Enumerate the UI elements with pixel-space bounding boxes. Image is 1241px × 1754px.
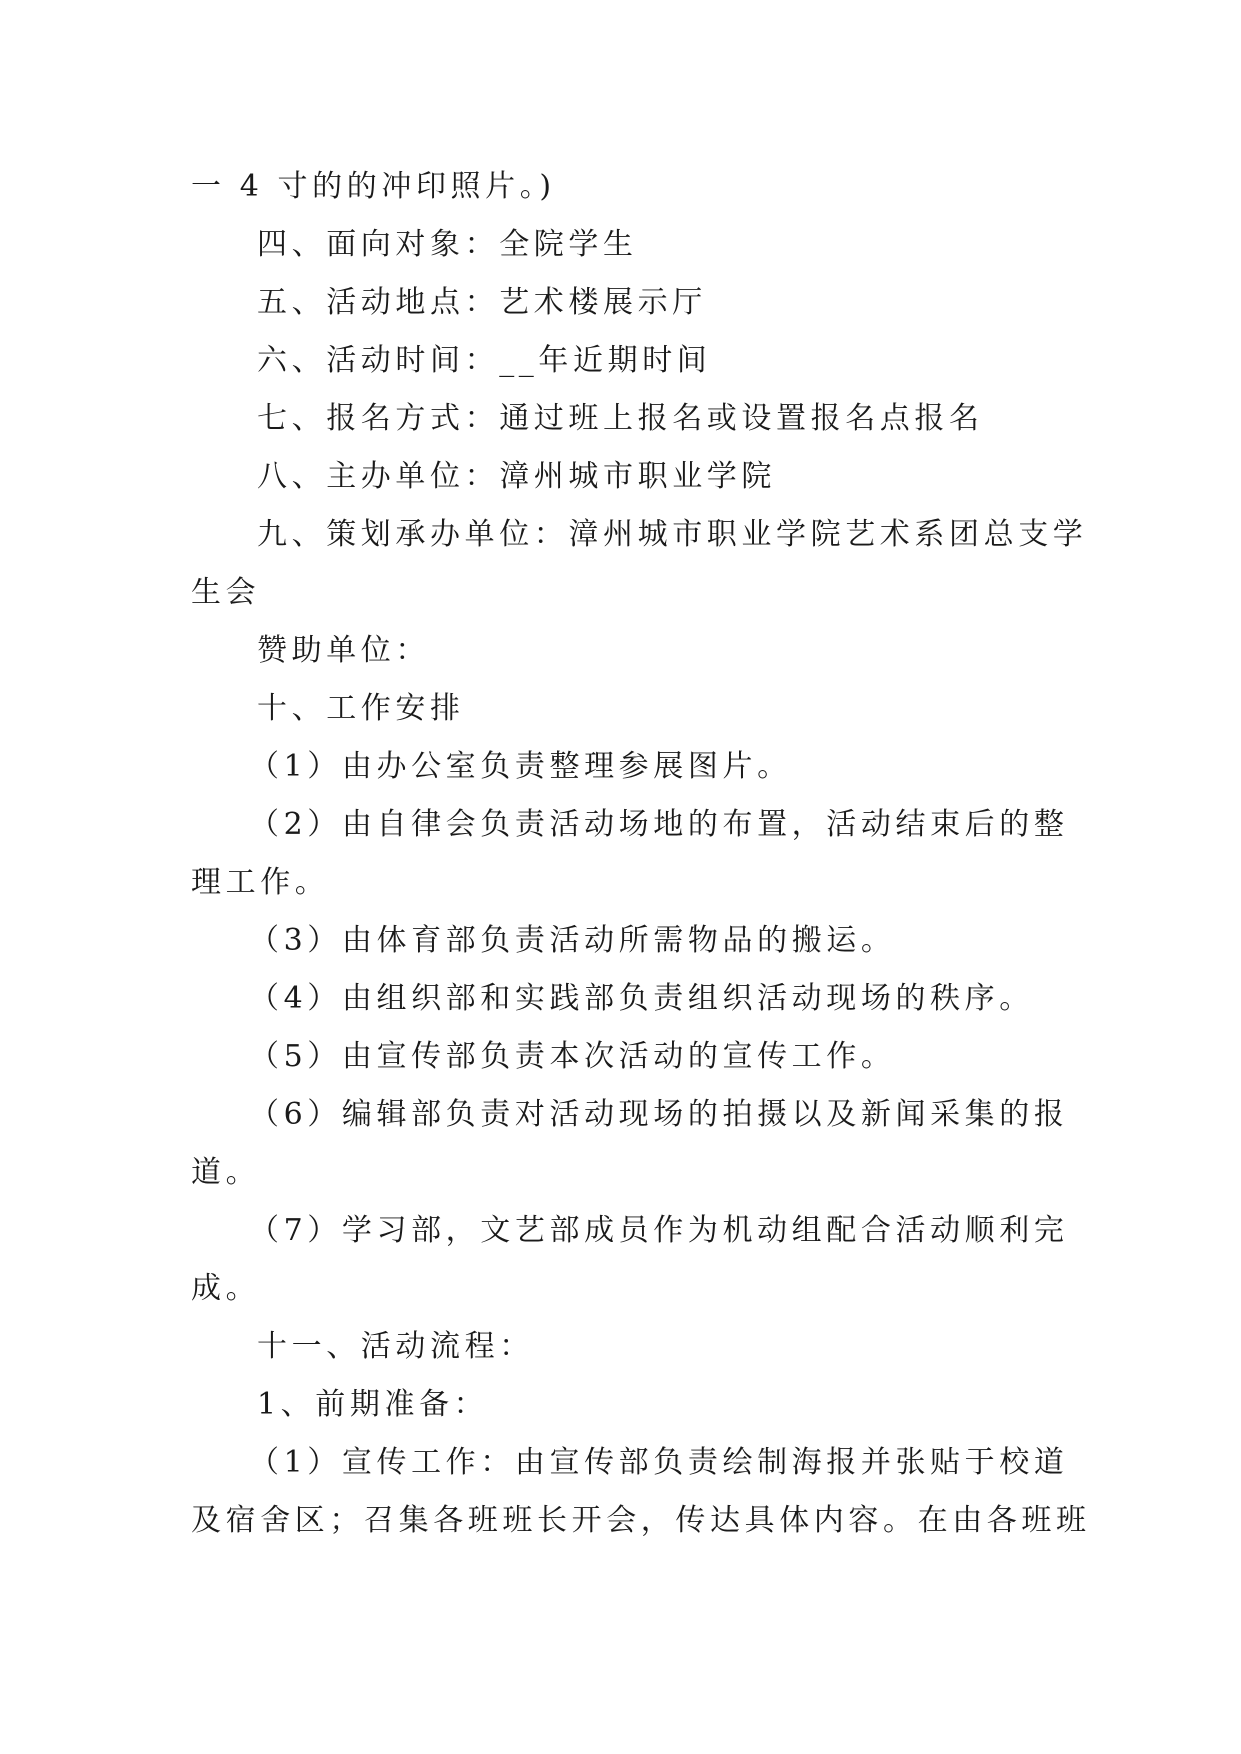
text-line: （5）由宣传部负责本次活动的宣传工作。 (249, 1039, 896, 1074)
text-line: （7）学习部，文艺部成员作为机动组配合活动顺利完 (249, 1213, 1069, 1248)
text-line: （1）宣传工作：由宣传部负责绘制海报并张贴于校道 (249, 1445, 1069, 1480)
text-line: 理工作。 (191, 865, 330, 900)
text-line: 十一、活动流程： (257, 1329, 534, 1364)
text-line: 生会 (191, 575, 261, 610)
text-line: 及宿舍区；召集各班班长开会，传达具体内容。在由各班班 (191, 1503, 1091, 1538)
text-line: 道。 (191, 1155, 261, 1190)
text-line: 七、报名方式：通过班上报名或设置报名点报名 (257, 401, 984, 436)
text-line: 四、面向对象：全院学生 (257, 227, 638, 262)
text-line: （2）由自律会负责活动场地的布置，活动结束后的整 (249, 807, 1069, 842)
text-line: （6）编辑部负责对活动现场的拍摄以及新闻采集的报 (249, 1097, 1069, 1132)
text-line: （3）由体育部负责活动所需物品的搬运。 (249, 923, 896, 958)
text-line: 十、工作安排 (257, 691, 465, 726)
text-line: 六、活动时间：__年近期时间 (257, 343, 712, 378)
text-line: 赞助单位： (257, 633, 430, 668)
text-line: 1、前期准备： (257, 1387, 489, 1422)
text-line: （1）由办公室负责整理参展图片。 (249, 749, 792, 784)
text-line: 五、活动地点：艺术楼展示厅 (257, 285, 707, 320)
text-line: 成。 (191, 1271, 261, 1306)
text-line: 一 4 寸的的冲印照片。) (191, 169, 556, 204)
text-line: （4）由组织部和实践部负责组织活动现场的秩序。 (249, 981, 1034, 1016)
text-line: 八、主办单位：漳州城市职业学院 (257, 459, 776, 494)
text-line: 九、策划承办单位：漳州城市职业学院艺术系团总支学 (257, 517, 1088, 552)
